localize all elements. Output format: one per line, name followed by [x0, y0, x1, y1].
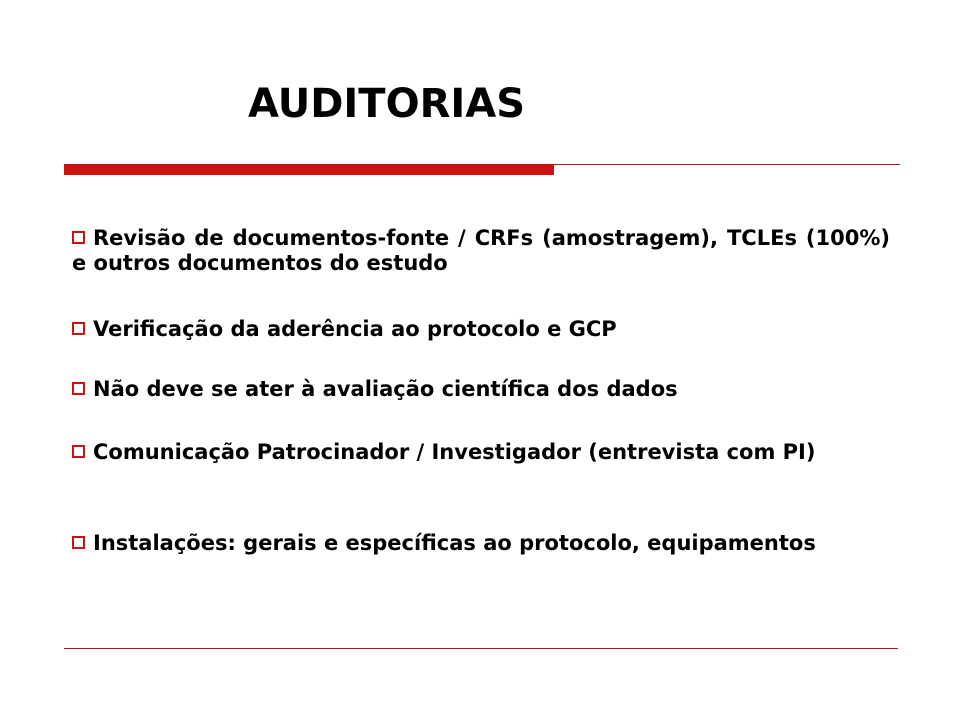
bullet-item-scientific-evaluation — [72, 377, 890, 402]
bullet-item-documents-review — [72, 226, 890, 276]
hollow-square-bullet-icon — [72, 382, 85, 395]
bullet-text: Comunicação Patrocinador / Investigador (entrevista com PI) — [93, 440, 816, 464]
slide-title: AUDITORIAS — [248, 81, 526, 127]
hollow-square-bullet-icon — [72, 231, 85, 244]
hollow-square-bullet-icon — [72, 322, 85, 335]
bullet-text: Revisão de documentos-fonte / CRFs (amostragem), TCLEs (100%) e outros documentos do estudo — [72, 226, 890, 275]
hollow-square-bullet-icon — [72, 445, 85, 458]
footer-divider — [64, 648, 898, 649]
title-divider-thick — [64, 165, 554, 175]
bullet-item-protocol-adherence — [72, 317, 890, 342]
hollow-square-bullet-icon — [72, 536, 85, 549]
bullet-text: Instalações: gerais e específicas ao protocolo, equipamentos — [93, 531, 816, 555]
bullet-text: Verificação da aderência ao protocolo e GCP — [93, 317, 617, 341]
bullet-item-facilities — [72, 531, 890, 556]
bullet-text: Não deve se ater à avaliação científica dos dados — [93, 377, 678, 401]
bullet-item-communication — [72, 440, 890, 465]
